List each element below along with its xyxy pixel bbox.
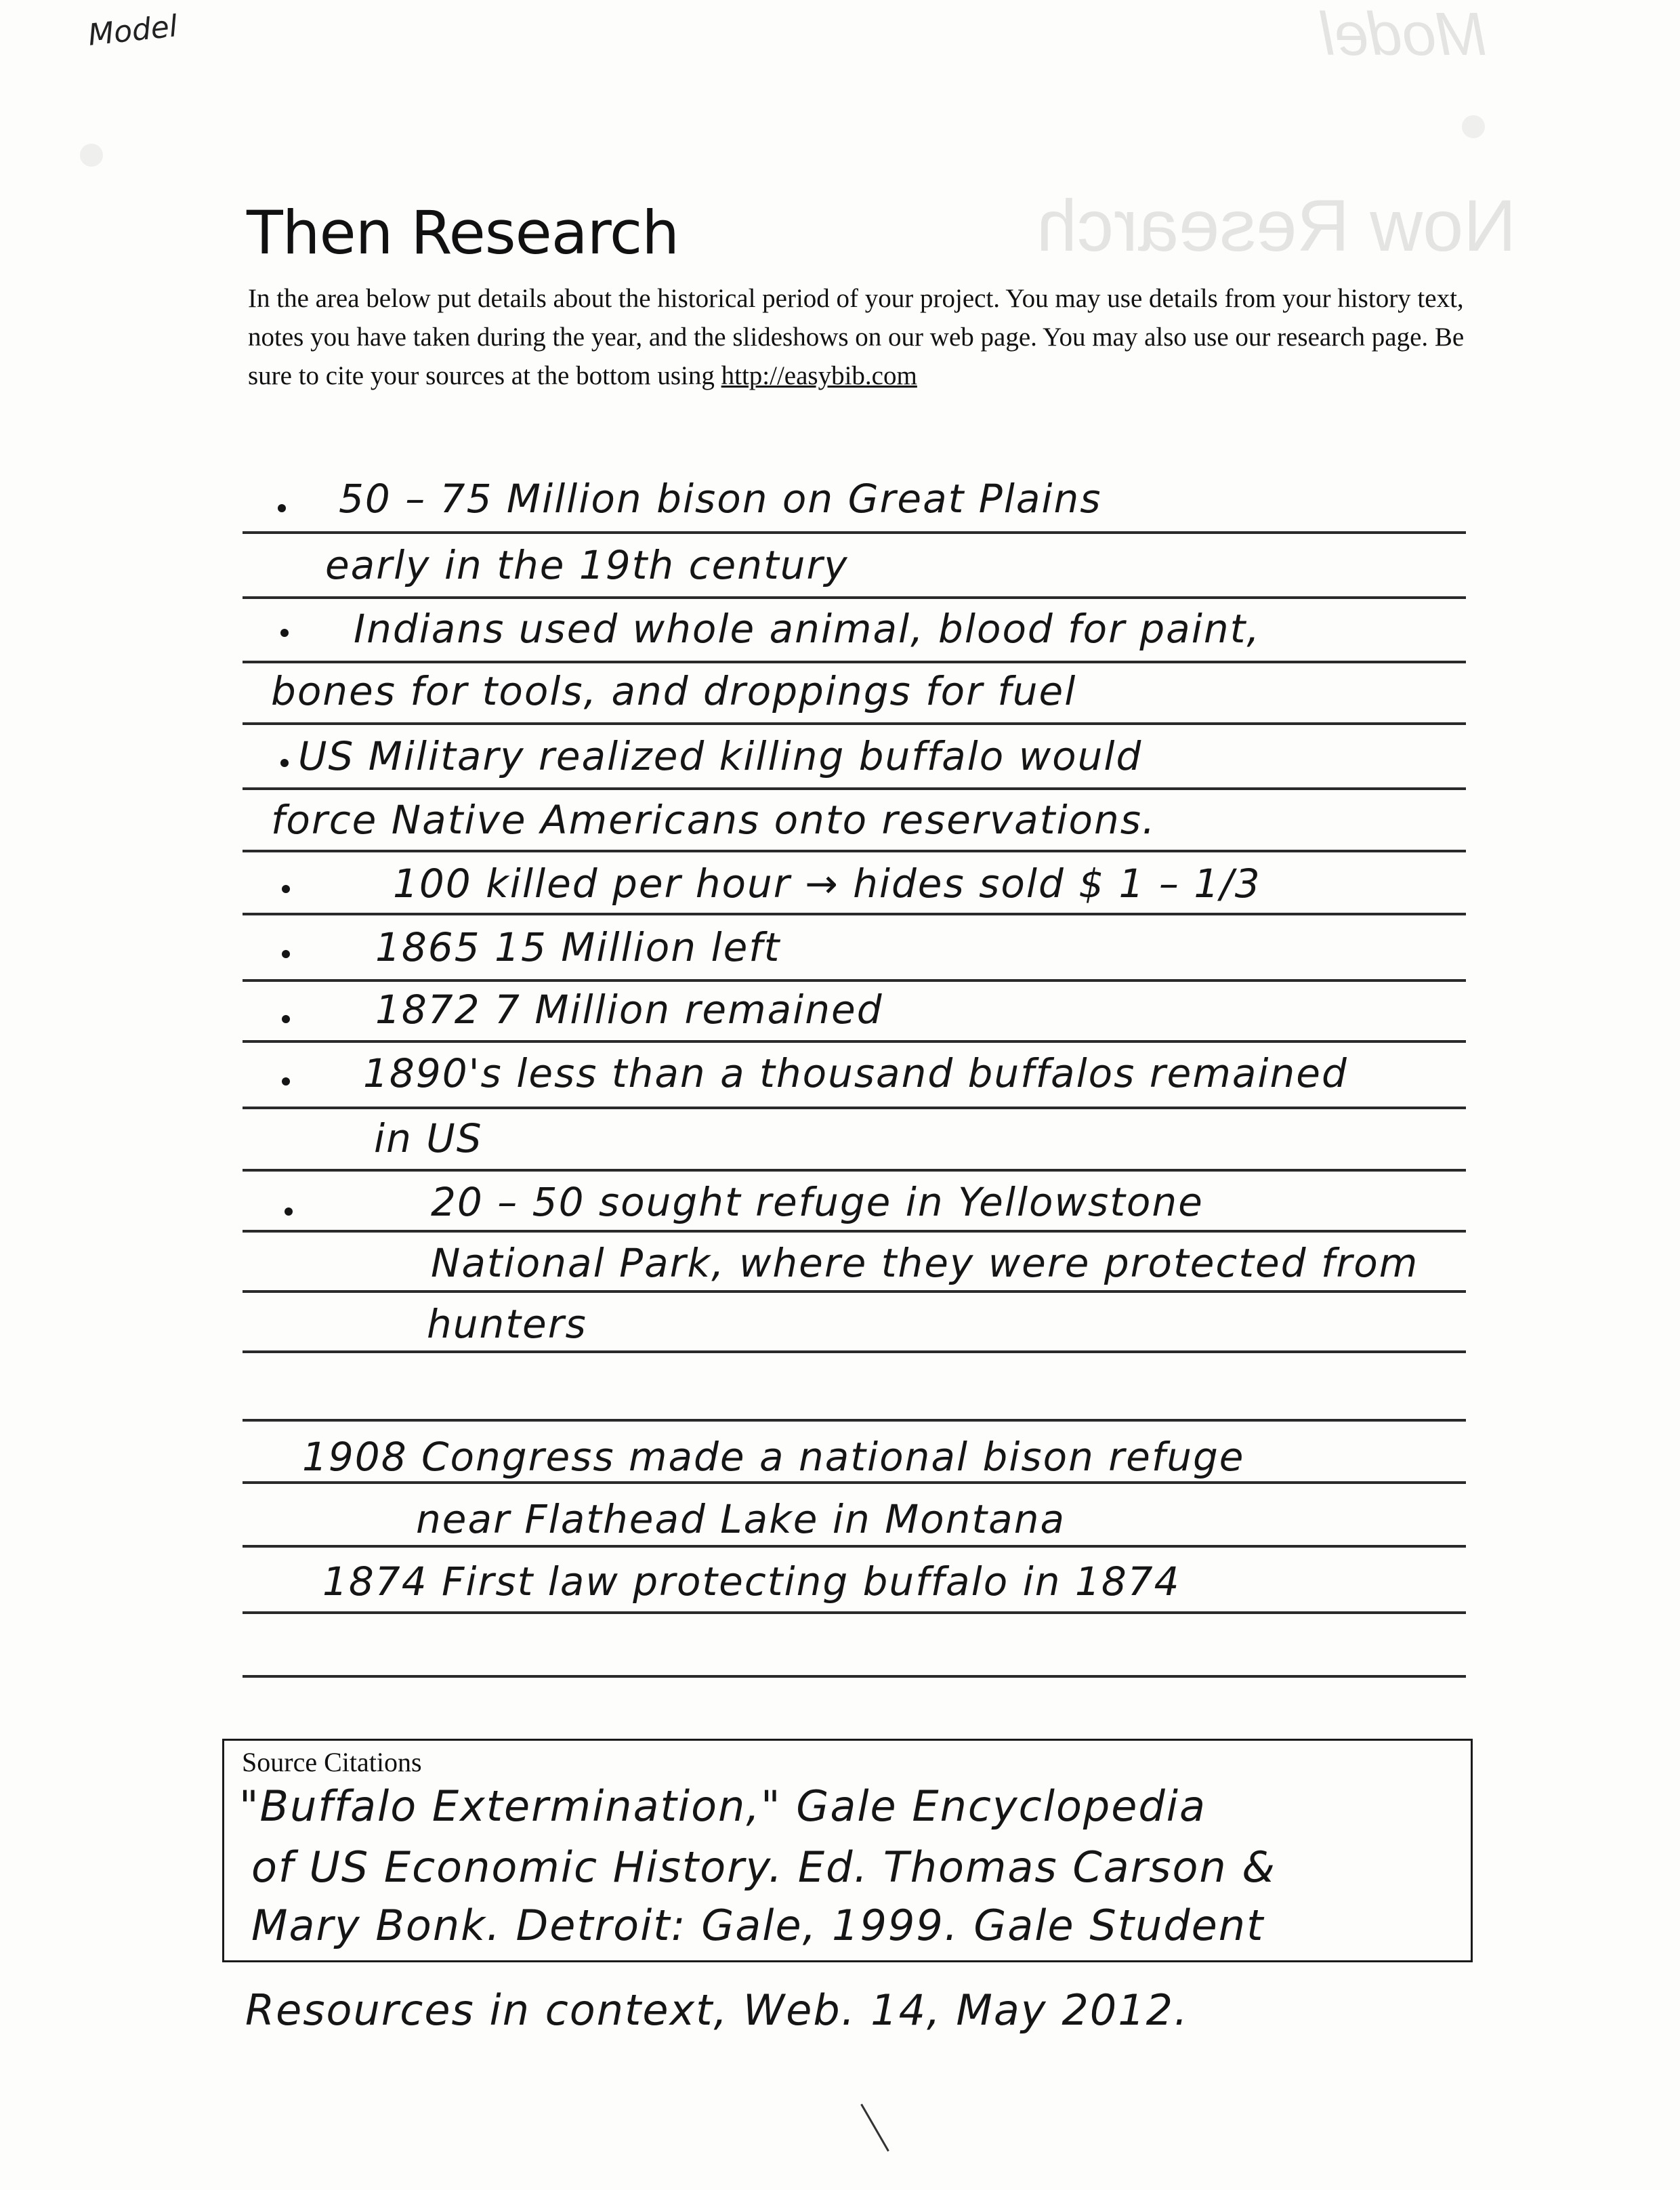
source-citations-box	[222, 1739, 1473, 1962]
note-line: 50 – 75 Million bison on Great Plains	[339, 476, 1102, 522]
ruled-line	[243, 1169, 1466, 1172]
instructions-text	[248, 279, 1474, 395]
ruled-line	[243, 596, 1466, 599]
bleed-through-model: Model	[1321, 1, 1488, 68]
pen-mark	[860, 2104, 889, 2152]
bleed-through-title: Now Research	[1036, 184, 1517, 266]
ruled-line	[243, 1350, 1466, 1353]
ruled-line	[243, 722, 1466, 725]
ruled-line	[243, 1230, 1466, 1233]
ruled-line	[243, 1107, 1466, 1109]
corner-note: Model	[86, 9, 180, 53]
note-line: National Park, where they were protected from	[431, 1240, 1419, 1286]
note-line: hunters	[427, 1301, 587, 1347]
ruled-line	[243, 1419, 1466, 1422]
bullet-dot	[280, 759, 289, 767]
ruled-line	[243, 1545, 1466, 1548]
note-line: 1908 Congress made a national bison refuge	[302, 1434, 1245, 1480]
ruled-line	[243, 661, 1466, 663]
note-line: near Flathead Lake in Montana	[416, 1496, 1066, 1542]
note-line: 1865 15 Million left	[375, 924, 781, 970]
citation-line: "Buffalo Extermination," Gale Encyclopedia	[239, 1781, 1206, 1831]
ruled-line	[243, 979, 1466, 982]
bullet-dot	[282, 1015, 290, 1023]
ruled-line	[243, 1040, 1466, 1043]
note-line: force Native Americans onto reservations.	[271, 797, 1156, 843]
ruled-line	[243, 913, 1466, 915]
bullet-dot	[282, 885, 290, 893]
note-line: 1890's less than a thousand buffalos remained	[363, 1050, 1348, 1096]
citation-line: of US Economic History. Ed. Thomas Carson &	[251, 1842, 1276, 1892]
bullet-dot	[285, 1207, 293, 1216]
note-line: bones for tools, and droppings for fuel	[271, 668, 1077, 714]
page-title: Then Research	[247, 198, 679, 268]
note-line: 1874 First law protecting buffalo in 1874	[322, 1558, 1181, 1605]
ruled-line	[243, 1290, 1466, 1293]
ruled-line	[243, 1675, 1466, 1678]
ruled-line	[243, 1611, 1466, 1614]
citation-line: Mary Bonk. Detroit: Gale, 1999. Gale Student	[251, 1901, 1265, 1950]
punch-hole-top	[80, 144, 103, 167]
note-line: early in the 19th century	[325, 542, 849, 588]
source-citations-label: Source Citations	[242, 1747, 422, 1777]
bullet-dot	[280, 629, 289, 637]
note-line: 1872 7 Million remained	[375, 987, 883, 1033]
punch-hole-top-right	[1462, 115, 1485, 138]
bullet-dot	[278, 504, 286, 512]
note-line: 20 – 50 sought refuge in Yellowstone	[431, 1179, 1204, 1225]
ruled-line	[243, 787, 1466, 790]
ruled-line	[243, 850, 1466, 852]
citation-line: Resources in context, Web. 14, May 2012.	[245, 1985, 1189, 2035]
instructions-body: In the area below put details about the historical period of your project. You may use details from your history text, notes you have taken during the year, and the slideshows on our web page. You may also use our research page. Be sure to cite your sources at the bottom using	[248, 284, 1465, 390]
bullet-dot	[282, 950, 290, 958]
ruled-line	[243, 531, 1466, 534]
note-line: US Military realized killing buffalo would	[298, 733, 1143, 779]
ruled-line	[243, 1481, 1466, 1484]
easybib-link[interactable]: http://easybib.com	[721, 361, 917, 390]
note-line: in US	[374, 1115, 483, 1161]
note-line: Indians used whole animal, blood for paint,	[354, 606, 1261, 652]
bullet-dot	[282, 1077, 290, 1086]
note-line: 100 killed per hour → hides sold $ 1 – 1/3	[393, 861, 1261, 907]
